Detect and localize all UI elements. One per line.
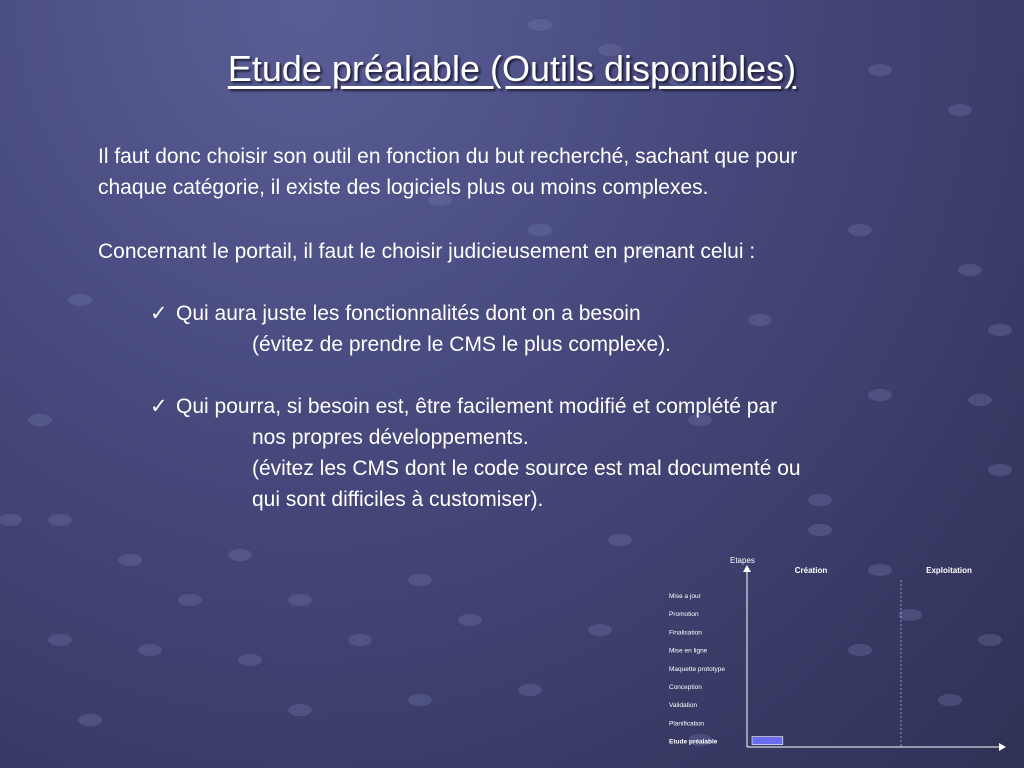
category-label: Etude préalable bbox=[669, 738, 718, 746]
project-phases-chart bbox=[660, 552, 1010, 757]
category-label: Validation bbox=[669, 702, 698, 710]
intro-line-1: Il faut donc choisir son outil en fonction du but recherché, sachant que pour bbox=[98, 145, 798, 168]
checkmark-icon: ✓ bbox=[150, 302, 168, 325]
intro-line-2: chaque catégorie, il existe des logiciels plus ou moins complexes. bbox=[98, 176, 709, 199]
category-label: Mise a jour bbox=[669, 593, 701, 600]
phase-label: Création bbox=[794, 566, 828, 575]
bullet-1 bbox=[150, 298, 641, 329]
bullet-2-note-1: (évitez les CMS dont le code source est mal documenté ou bbox=[252, 457, 801, 480]
bullet-2 bbox=[150, 391, 777, 422]
category-label: Planification bbox=[669, 720, 705, 728]
category-label: Finalisation bbox=[669, 629, 702, 637]
bullet-1-text: Qui aura juste les fonctionnalités dont on a besoin bbox=[176, 302, 641, 325]
portal-intro: Concernant le portail, il faut le choisir judicieusement en prenant celui : bbox=[98, 240, 756, 263]
bullet-2-continuation: nos propres développements. bbox=[252, 426, 529, 449]
category-label: Mise en ligne bbox=[669, 647, 708, 655]
phase-bar bbox=[752, 737, 783, 745]
phase-label: Exploitation bbox=[926, 566, 972, 575]
bullet-2-note-2: qui sont difficiles à customiser). bbox=[252, 488, 544, 511]
category-label: Promotion bbox=[669, 611, 699, 619]
bullet-1-note: (évitez de prendre le CMS le plus complexe). bbox=[252, 333, 672, 356]
category-label: Maquette prototype bbox=[669, 665, 726, 673]
slide-title: Etude préalable (Outils disponibles) bbox=[227, 48, 797, 89]
checkmark-icon: ✓ bbox=[150, 395, 168, 418]
bullet-2-text: Qui pourra, si besoin est, être facilement modifié et complété par bbox=[176, 395, 778, 418]
y-axis-label: Etapes bbox=[730, 556, 755, 565]
category-label: Conception bbox=[669, 684, 702, 691]
